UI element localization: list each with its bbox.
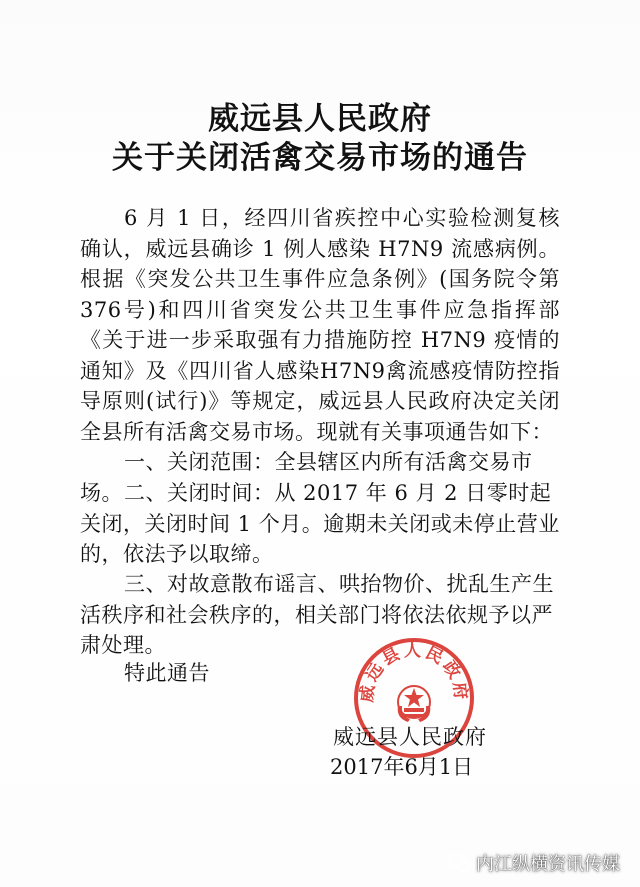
national-emblem-icon	[398, 686, 431, 722]
paragraph-intro: 6 月 1 日，经四川省疾控中心实验检测复核确认，威远县确诊 1 例人感染 H7N9 流感病例。根据《突发公共卫生事件应急条例》(国务院令第376号)和四川省突发公共卫生事件应急指挥部《关于进一步采取强有力措施防控 H7N9 疫情的通知》及《四川省人感染H7N9禽流感疫情防控指导原则(试行)》等规定，威远县人民政府决定关闭全县所有活禽交易市场。现就有关事项通告如下：	[80, 206, 560, 444]
document-title-line1: 威远县人民政府	[208, 101, 432, 137]
closing-notice: 特此通告	[124, 661, 210, 685]
item-closure-scope: 一、关闭范围：全县辖区内所有活禽交易市场。	[80, 450, 533, 505]
watermark-text: 内江纵横资讯传媒	[476, 854, 620, 875]
svg-text:威远县人民政府: 威远县人民政府	[357, 641, 471, 704]
wechat-icon	[448, 854, 470, 872]
document-title-line2: 关于关闭活禽交易市场的通告	[112, 140, 528, 176]
signature-date: 2017年6月1日	[330, 755, 474, 779]
watermark	[448, 850, 620, 876]
item-closure-time: 二、关闭时间：从 2017 年 6 月 2 日零时起关闭，关闭时间 1 个月。逾期未关闭或未停止营业的，依法予以取缔。	[80, 481, 560, 566]
signature-organization: 威远县人民政府	[333, 725, 487, 749]
item-penalties: 三、对故意散布谣言、哄抬物价、扰乱生产生活秩序和社会秩序的，相关部门将依法依规予以严肃处理。	[80, 572, 554, 657]
